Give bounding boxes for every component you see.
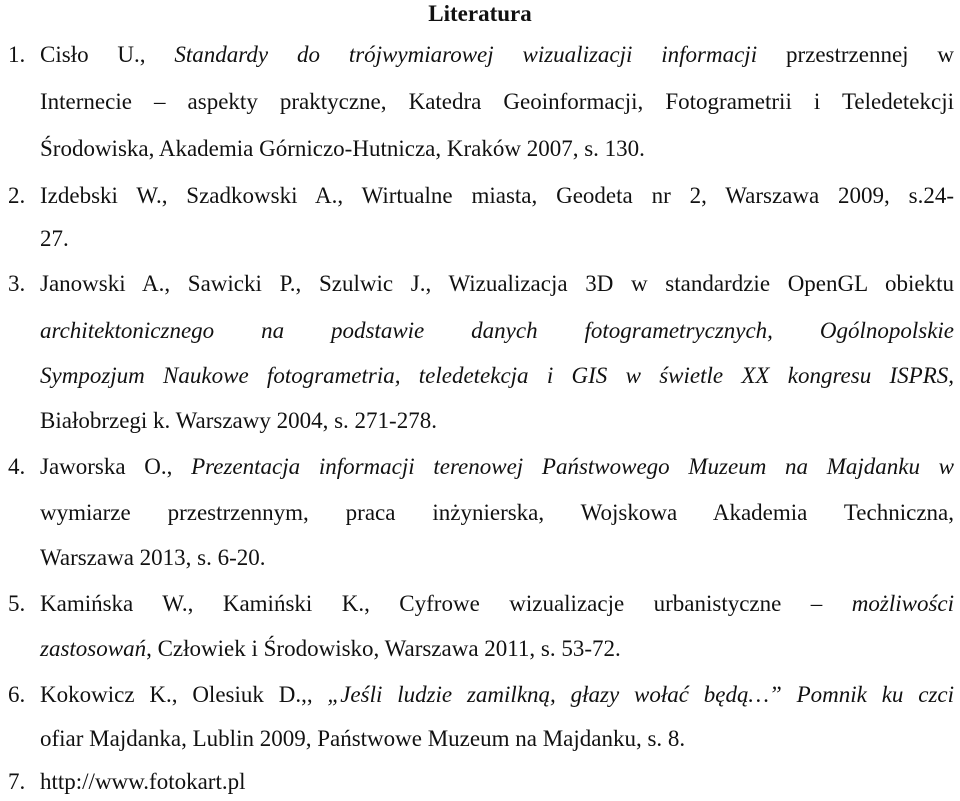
reference-1-line-3: Środowiska, Akademia Górniczo-Hutnicza, Kraków 2007, s. 130. bbox=[40, 136, 645, 161]
reference-3-line-3 bbox=[40, 357, 954, 395]
reference-title: Prezentacja informacji terenowej Państwowego Muzeum na Majdanku w bbox=[191, 454, 955, 479]
reference-6-line-2: ofiar Majdanka, Lublin 2009, Państwowe Muzeum na Majdanku, s. 8. bbox=[40, 726, 686, 751]
reference-4-line-3: Warszawa 2013, s. 6-20. bbox=[40, 545, 266, 570]
reference-6 bbox=[0, 676, 960, 714]
reference-3 bbox=[0, 265, 960, 303]
reference-number: 2. bbox=[8, 183, 26, 208]
reference-4-line-2: wymiarze przestrzennym, praca inżynierska, Wojskowa Akademia Techniczna, bbox=[40, 500, 954, 525]
reference-title: możliwości bbox=[851, 591, 954, 616]
reference-text: Cisło U., Standardy do trójwymiarowej wizualizacji informacji przestrzennej w bbox=[40, 42, 955, 67]
reference-number: 3. bbox=[8, 271, 26, 296]
reference-number: 1. bbox=[8, 42, 26, 67]
reference-3-line-4: Białobrzegi k. Warszawy 2004, s. 271-278. bbox=[40, 408, 437, 433]
reference-title: „Jeśli ludzie zamilkną, głazy wołać będą…” Pomnik ku czci bbox=[327, 682, 955, 707]
reference-title: zastosowań bbox=[40, 636, 147, 661]
reference-5 bbox=[0, 585, 960, 623]
reference-5-line-2: zastosowań, Człowiek i Środowisko, Warszawa 2011, s. 53-72. bbox=[40, 636, 621, 661]
reference-number: 5. bbox=[8, 591, 26, 616]
reference-1-line-2: Internecie – aspekty praktyczne, Katedra Geoinformacji, Fotogrametrii i Teledetekcji bbox=[40, 89, 954, 114]
reference-text: Kokowicz K., Olesiuk D.,, „Jeśli ludzie zamilkną, głazy wołać będą…” Pomnik ku czci bbox=[40, 682, 955, 707]
reference-title: Standardy do trójwymiarowej wizualizacji informacji bbox=[174, 42, 758, 67]
reference-text: Jaworska O., Prezentacja informacji terenowej Państwowego Muzeum na Majdanku w bbox=[40, 454, 955, 479]
reference-text: Izdebski W., Szadkowski A., Wirtualne miasta, Geodeta nr 2, Warszawa 2009, s.24- bbox=[40, 183, 954, 208]
reference-number: 6. bbox=[8, 682, 26, 707]
reference-2-line-2: 27. bbox=[40, 226, 69, 251]
reference-title: architektonicznego na podstawie danych fotogrametrycznych, Ogólnopolskie bbox=[40, 318, 954, 343]
reference-number: 7. bbox=[8, 769, 26, 794]
reference-link[interactable]: http://www.fotokart.pl bbox=[40, 769, 246, 794]
reference-7 bbox=[0, 763, 960, 801]
reference-3-line-2 bbox=[40, 312, 954, 350]
reference-number: 4. bbox=[8, 454, 26, 479]
reference-2 bbox=[0, 177, 960, 215]
reference-title: Sympozjum Naukowe fotogrametria, teledetekcja i GIS w świetle XX kongresu ISPRS, bbox=[40, 363, 954, 388]
page-title: Literatura bbox=[428, 1, 532, 26]
reference-text: Janowski A., Sawicki P., Szulwic J., Wizualizacja 3D w standardzie OpenGL obiektu bbox=[40, 271, 954, 296]
reference-1 bbox=[0, 36, 960, 74]
reference-4 bbox=[0, 448, 960, 486]
reference-text: Kamińska W., Kamiński K., Cyfrowe wizualizacje urbanistyczne – możliwości bbox=[40, 591, 954, 616]
